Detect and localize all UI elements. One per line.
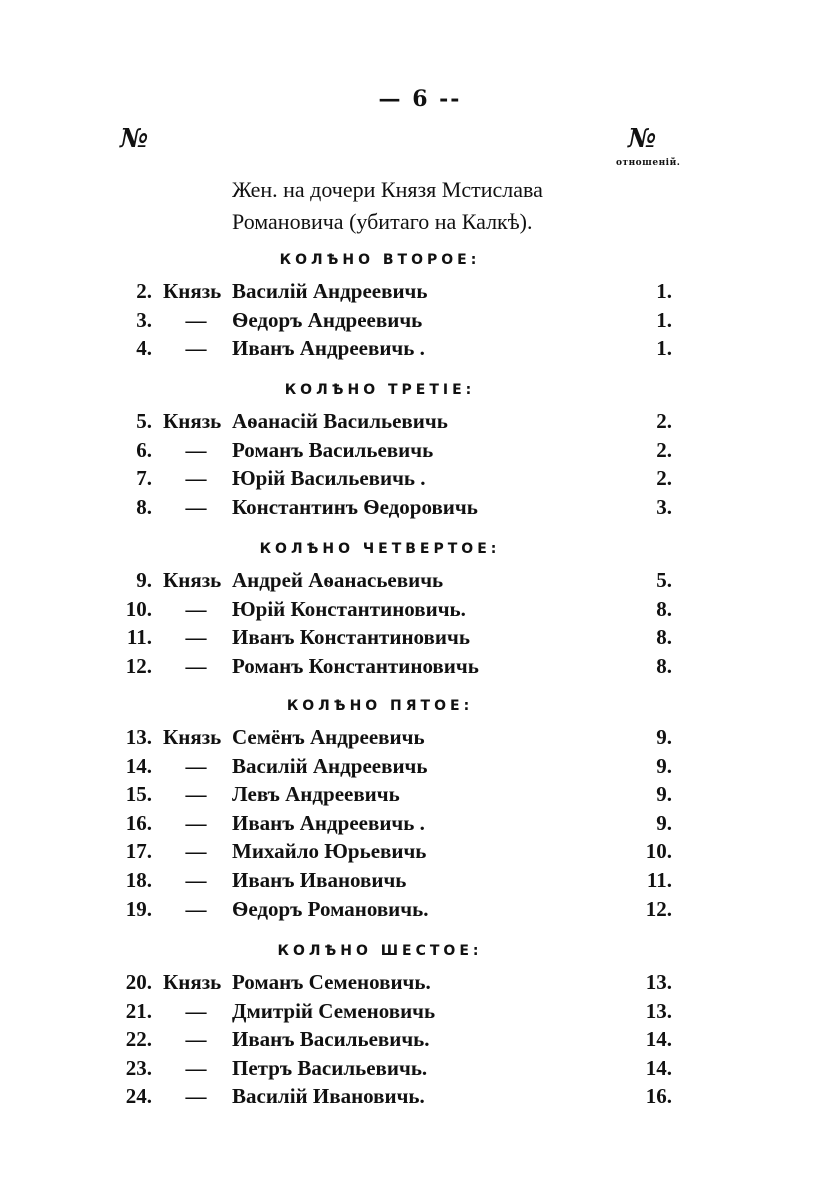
- entry-name: Ѳедоръ Андреевичь: [232, 307, 423, 332]
- entry-number: 21.: [125, 998, 152, 1023]
- entry-name: Юрій Васильевичь .: [232, 466, 426, 491]
- entry-relation-ref: 11.: [646, 868, 672, 892]
- entry-title: —: [185, 1027, 207, 1052]
- entry-number: 13.: [125, 725, 152, 749]
- entry-title: —: [185, 998, 207, 1023]
- entry-number: 12.: [125, 653, 152, 678]
- entry-title: Князь: [163, 725, 222, 749]
- entry-number: 17.: [125, 839, 152, 864]
- entry-number: 8.: [136, 494, 152, 519]
- genealogy-row: [0, 725, 840, 753]
- genealogy-row: [0, 466, 840, 494]
- entry-name: Романъ Васильевичь: [232, 437, 434, 462]
- entry-title: Князь: [163, 279, 222, 303]
- section-title: КОЛѢНО ВТОРОЕ:: [279, 252, 481, 268]
- entry-title: —: [185, 307, 207, 332]
- entry-number: 22.: [125, 1027, 152, 1052]
- entry-title: —: [185, 625, 207, 650]
- genealogy-row: [0, 308, 840, 336]
- entry-title: —: [185, 653, 207, 678]
- entry-title: —: [185, 896, 207, 921]
- entry-number: 24.: [125, 1084, 152, 1109]
- entry-name: Левъ Андреевичь: [232, 782, 400, 807]
- entry-name: Иванъ Ивановичь: [232, 868, 407, 892]
- genealogy-row: [0, 1027, 840, 1055]
- entry-number: 10.: [125, 596, 152, 621]
- entry-name: Романъ Константиновичь: [232, 653, 479, 678]
- section-title: КОЛѢНО ПЯТОЕ:: [286, 698, 474, 714]
- entry-name: Семёнъ Андреевичь: [232, 725, 425, 749]
- genealogy-row: [0, 438, 840, 466]
- entry-title: —: [185, 336, 207, 361]
- entry-name: Юрій Константиновичь.: [232, 596, 466, 621]
- genealogy-row: [0, 568, 840, 596]
- entry-title: Князь: [163, 970, 222, 994]
- section-title: КОЛѢНО ТРЕТІЕ:: [284, 382, 476, 398]
- entry-name: Василій Ивановичь.: [232, 1084, 425, 1109]
- entry-name: Константинъ Ѳедоровичь: [232, 494, 478, 519]
- entry-title: —: [185, 753, 207, 778]
- entry-relation-ref: 2.: [656, 409, 672, 433]
- entry-name: Иванъ Васильевичь.: [232, 1027, 430, 1052]
- genealogy-row: [0, 839, 840, 867]
- entry-relation-ref: 14.: [645, 1055, 672, 1080]
- genealogy-row: [0, 495, 840, 523]
- entry-title: Князь: [163, 568, 222, 592]
- entry-name: Аѳанасій Васильевичь: [232, 409, 448, 433]
- entry-relation-ref: 9.: [656, 810, 672, 835]
- entry-relation-ref: 1.: [656, 307, 672, 332]
- genealogy-row: [0, 999, 840, 1027]
- entry-title: —: [185, 868, 207, 892]
- entry-relation-ref: 8.: [656, 625, 672, 650]
- entry-name: Иванъ Андреевичь .: [232, 336, 425, 361]
- entry-title: —: [185, 810, 207, 835]
- entry-relation-ref: 14.: [645, 1027, 672, 1052]
- entry-title: —: [185, 839, 207, 864]
- entry-number: 18.: [125, 868, 152, 892]
- entry-relation-ref: 8.: [656, 653, 672, 678]
- genealogy-row: [0, 897, 840, 925]
- intro-text: Жен. на дочери Князя Мстислава Романовича (убитаго на Калкѣ).: [232, 177, 543, 234]
- entry-relation-ref: 12.: [645, 896, 672, 921]
- genealogy-row: [0, 811, 840, 839]
- entry-name: Михайло Юрьевичь: [232, 839, 427, 864]
- genealogy-row: [0, 970, 840, 998]
- entry-name: Ѳедоръ Романовичь.: [232, 896, 429, 921]
- number-column-header-left: №: [120, 124, 149, 154]
- genealogy-row: [0, 279, 840, 307]
- entry-name: Романъ Семеновичь.: [232, 970, 431, 994]
- entry-relation-ref: 9.: [656, 753, 672, 778]
- entry-number: 20.: [125, 970, 152, 994]
- entry-name: Иванъ Константиновичь: [232, 625, 470, 650]
- entry-name: Петръ Васильевичь.: [232, 1055, 428, 1080]
- entry-number: 14.: [125, 753, 152, 778]
- section-title: КОЛѢНО ШЕСТОЕ:: [277, 943, 483, 959]
- genealogy-row: [0, 1084, 840, 1112]
- entry-title: —: [185, 437, 207, 462]
- entry-relation-ref: 10.: [645, 839, 672, 864]
- entry-number: 3.: [136, 307, 152, 332]
- relations-column-label: отношеній.: [616, 158, 681, 168]
- entry-relation-ref: 2.: [656, 466, 672, 491]
- genealogy-row: [0, 597, 840, 625]
- genealogy-row: [0, 409, 840, 437]
- entry-relation-ref: 13.: [645, 970, 672, 994]
- entry-title: Князь: [163, 409, 222, 433]
- section-title: КОЛѢНО ЧЕТВЕРТОЕ:: [259, 541, 501, 557]
- entry-number: 9.: [136, 568, 152, 592]
- entry-relation-ref: 1.: [656, 279, 672, 303]
- entry-title: —: [185, 466, 207, 491]
- entry-number: 16.: [125, 810, 152, 835]
- entry-relation-ref: 8.: [656, 596, 672, 621]
- entry-name: Андрей Аѳанасьевичь: [232, 568, 444, 592]
- entry-number: 4.: [136, 336, 152, 361]
- entry-title: —: [185, 782, 207, 807]
- entry-title: —: [185, 494, 207, 519]
- entry-number: 7.: [136, 466, 152, 491]
- genealogy-row: [0, 782, 840, 810]
- genealogy-row: [0, 754, 840, 782]
- genealogy-row: [0, 654, 840, 682]
- entry-name: Иванъ Андреевичь .: [232, 810, 425, 835]
- entry-number: 19.: [125, 896, 152, 921]
- entry-relation-ref: 13.: [645, 998, 672, 1023]
- entry-relation-ref: 2.: [656, 437, 672, 462]
- entry-relation-ref: 5.: [656, 568, 672, 592]
- entry-number: 11.: [126, 625, 152, 650]
- entry-number: 6.: [136, 437, 152, 462]
- entry-relation-ref: 9.: [656, 782, 672, 807]
- page-number: — 6 --: [378, 86, 462, 112]
- entry-relation-ref: 9.: [656, 725, 672, 749]
- entry-number: 2.: [136, 279, 152, 303]
- genealogy-row: [0, 1056, 840, 1084]
- genealogy-row: [0, 625, 840, 653]
- entry-title: —: [185, 1084, 207, 1109]
- entry-relation-ref: 3.: [656, 494, 672, 519]
- entry-relation-ref: 16.: [645, 1084, 672, 1109]
- entry-name: Дмитрій Семеновичь: [232, 998, 436, 1023]
- number-column-header-right: №: [628, 124, 657, 154]
- entry-number: 23.: [125, 1055, 152, 1080]
- entry-name: Василій Андреевичь: [232, 753, 428, 778]
- genealogy-row: [0, 336, 840, 364]
- entry-title: —: [185, 1055, 207, 1080]
- entry-relation-ref: 1.: [656, 336, 672, 361]
- entry-number: 15.: [125, 782, 152, 807]
- entry-number: 5.: [136, 409, 152, 433]
- entry-title: —: [185, 596, 207, 621]
- genealogy-row: [0, 868, 840, 896]
- entry-name: Василій Андреевичь: [232, 279, 428, 303]
